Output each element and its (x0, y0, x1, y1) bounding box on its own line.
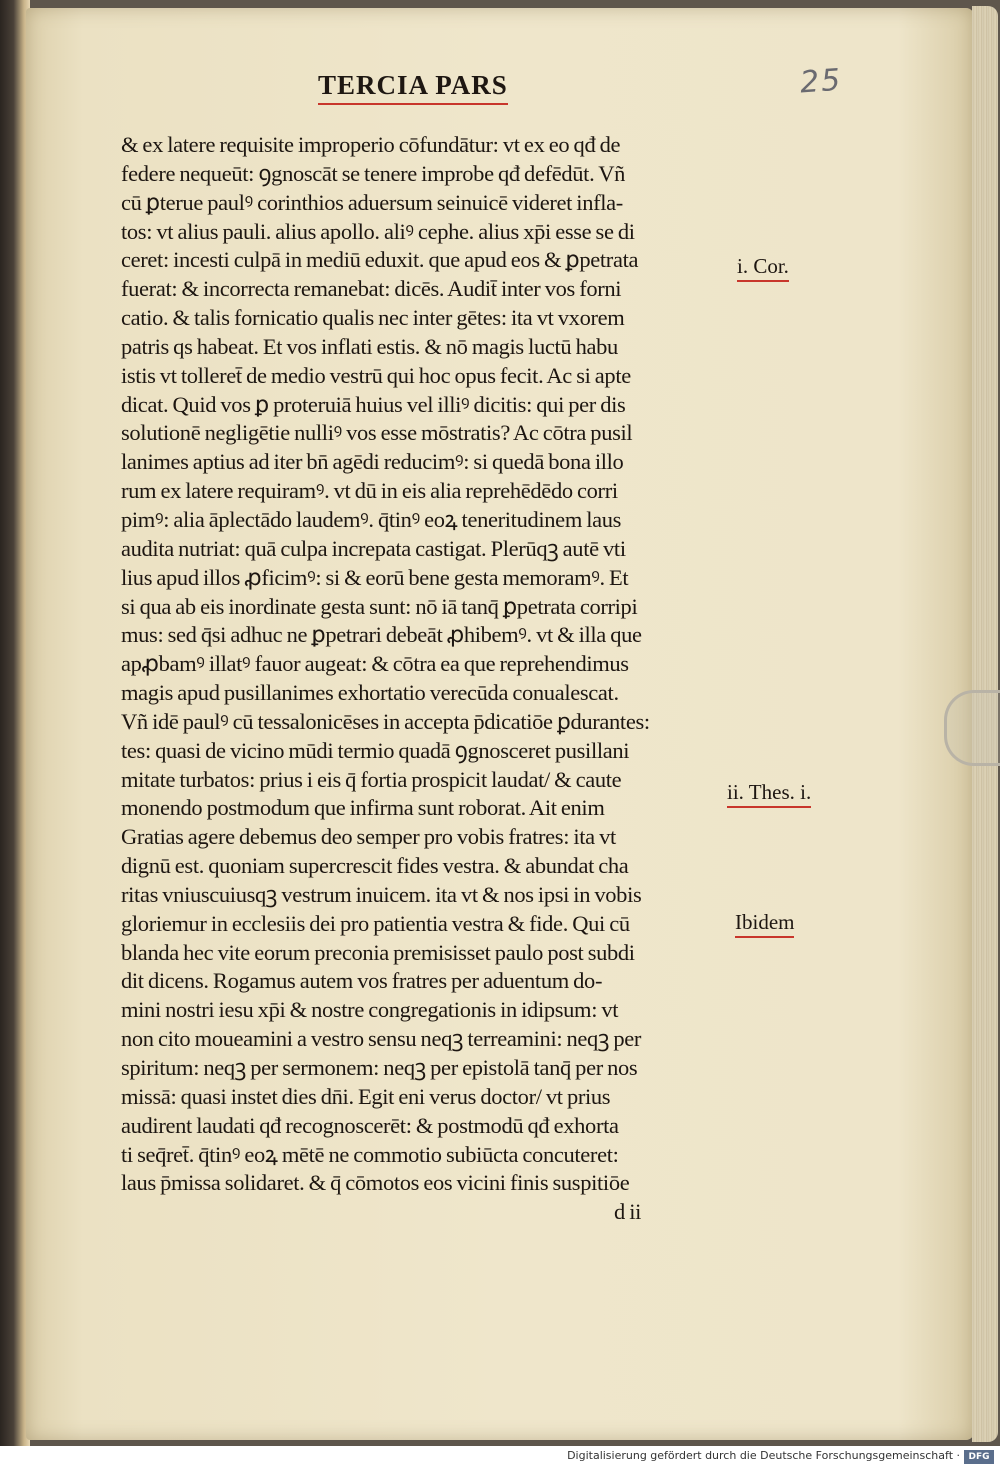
text-line: Vñ idē paulꝰ cū tessalonicēses in accepta p̄dicatiōe ꝑdurantes: (121, 708, 650, 734)
text-line: mus: sed q̄si adhuc ne ꝑpetrari debeāt ꝓhibemꝰ. vt & illa que (121, 622, 642, 648)
text-line: ceret: incesti culpā in mediū eduxit. que apud eos & ꝑpetrata (121, 247, 639, 273)
footer-bar (0, 1446, 1000, 1469)
text-line: federe nequeūt: ꝯgnoscāt se tenere improbe qđ defēdūt. Vñ (121, 160, 626, 186)
text-line: cū ꝑterue paulꝰ corinthios aduersum seinuicē videret infla- (121, 189, 623, 215)
text-line: patris qs habeat. Et vos inflati estis. & nō magis luctū habu (121, 333, 618, 359)
text-line: missā: quasi instet dies dn̄i. Egit eni verus doctor/ vt prius (121, 1083, 611, 1109)
text-line: blanda hec vite eorum preconia premisisset paulo post subdi (121, 939, 635, 965)
text-line: fuerat: & incorrecta remanebat: dicēs. Audit̄ inter vos forni (121, 276, 622, 302)
text-line: spiritum: neqꝫ per sermonem: neqꝫ per epistolā tanq̄ per nos (121, 1055, 638, 1080)
running-title: TERCIA PARS (318, 70, 508, 105)
text-line: & ex latere requisite improperio cōfundātur: vt ex eo qđ de (121, 132, 621, 157)
text-line: pimꝰ: alia āplectādo laudemꝰ. q̄tinꝰ eoꝝ teneritudinem laus (121, 506, 622, 532)
text-line: rum ex latere requiramꝰ. vt dū in eis alia reprehēdēdo corri (121, 478, 618, 504)
text-line: audirent laudati qđ recognoscerēt: & postmodū qđ exhorta (121, 1112, 619, 1138)
page-clip (944, 690, 1000, 766)
text-block (121, 131, 721, 1227)
text-line: monendo postmodum que infirma sunt roborat. Ait enim (121, 795, 605, 821)
text-line: gloriemur in ecclesiis dei pro patientia vestra & fide. Qui cū (121, 910, 630, 936)
text-line: non cito moueamini a vestro sensu neqꝫ terreamini: neqꝫ per (121, 1026, 642, 1052)
marginal-note-3: Ibidem (735, 910, 794, 938)
text-line: solutionē negligētie nulliꝰ vos esse mōstratis? Ac cōtra pusil (121, 420, 633, 446)
text-line: Gratias agere debemus deo semper pro vobis fratres: ita vt (121, 824, 616, 850)
text-line: tes: quasi de vicino mūdi termio quadā ꝯgnosceret pusillani (121, 737, 630, 763)
text-line: ti seq̄ret̄. q̄tinꝰ eoꝝ mētē ne commotio subiūcta concuteret: (121, 1141, 619, 1167)
folio-number: 25 (798, 62, 844, 101)
text-line: laus p̄missa solidaret. & q̄ cōmotos eos vicini finis suspitiōe (121, 1170, 630, 1196)
marginal-note-2: ii. Thes. i. (727, 780, 811, 808)
text-line: dignū est. quoniam supercrescit fides vestra. & abundat cha (121, 853, 629, 879)
text-line: tos: vt alius pauli. alius apollo. aliꝰ cephe. alius xp̄i esse se di (121, 218, 635, 244)
text-line: magis apud pusillanimes exhortatio verecūda conualescat. (121, 680, 619, 706)
text-line: lanimes aptius ad iter bn̄ agēdi reducimꝰ: si quedā bona illo (121, 449, 624, 475)
text-line: dicat. Quid vos ꝑ proteruiā huius vel illiꝰ dicitis: qui per dis (121, 391, 626, 417)
text-line: mitate turbatos: prius i eis q̄ fortia prospicit laudat/ & caute (121, 766, 622, 792)
text-line: apꝓbamꝰ illatꝰ fauor augeat: & cōtra ea que reprehendimus (121, 651, 629, 677)
text-line: si qua ab eis inordinate gesta sunt: nō iā tanq̄ ꝑpetrata corripi (121, 593, 638, 619)
dfg-logo-icon: DFG (964, 1450, 994, 1464)
text-line: dit dicens. Rogamus autem vos fratres per aduentum do- (121, 968, 603, 994)
text-line: lius apud illos ꝓficimꝰ: si & eorū bene gesta memoramꝰ. Et (121, 564, 629, 590)
text-line: audita nutriat: quā culpa increpata castigat. Plerūqꝫ autē vti (121, 535, 626, 561)
text-line: istis vt tolleret̄ de medio vestrū qui hoc opus fecit. Ac si apte (121, 362, 631, 388)
text-line: ritas vniuscuiusqꝫ vestrum inuicem. ita vt & nos ipsi in vobis (121, 881, 642, 907)
text-line: mini nostri iesu xp̄i & nostre congregationis in idipsum: vt (121, 997, 619, 1023)
text-line: catio. & talis fornicatio qualis nec inter gētes: ita vt vxorem (121, 305, 625, 331)
footer-credit: Digitalisierung gefördert durch die Deutsche Forschungsgemeinschaft · (567, 1449, 960, 1462)
signature-mark: d ii (614, 1199, 641, 1225)
marginal-note-1: i. Cor. (737, 254, 789, 282)
